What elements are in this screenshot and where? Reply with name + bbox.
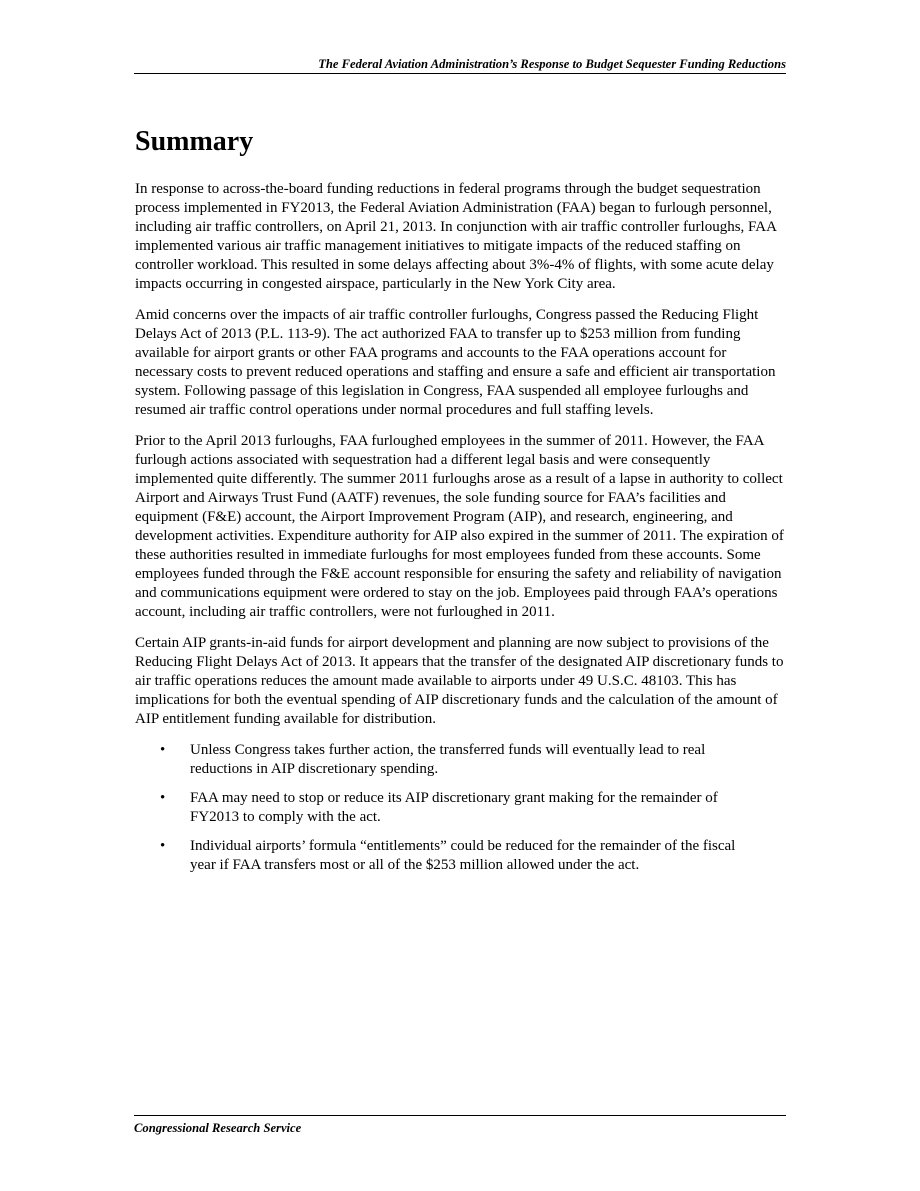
bullet-text: Individual airports’ formula “entitlements” could be reduced for the remainder of the fiscal year if FAA transfers most or all of the $253 million allowed under the act. <box>190 838 736 873</box>
bullet-icon: • <box>160 790 166 806</box>
bullet-text: Unless Congress takes further action, the transferred funds will eventually lead to real reductions in AIP discretionary spending. <box>190 742 706 777</box>
running-header: The Federal Aviation Administration’s Response to Budget Sequester Funding Reductions <box>134 56 786 74</box>
bullet-item <box>135 837 786 875</box>
bullet-item <box>135 741 786 779</box>
bullet-list <box>135 741 786 875</box>
summary-paragraph: In response to across-the-board funding reductions in federal programs through the budget sequestration process implemented in FY2013, the Federal Aviation Administration (FAA) began to furlough personnel, including air traffic controllers, on April 21, 2013. In conjunction with air traffic controller furloughs, FAA implemented various air traffic management initiatives to mitigate impacts of the reduced staffing on controller workload. This resulted in some delays affecting about 3%-4% of flights, with some acute delay impacts occurring in congested airspace, particularly in the New York City area. <box>135 181 777 292</box>
page-body <box>135 124 786 885</box>
running-footer: Congressional Research Service <box>134 1115 786 1136</box>
summary-paragraph: Certain AIP grants-in-aid funds for airport development and planning are now subject to provisions of the Reducing Flight Delays Act of 2013. It appears that the transfer of the designated AIP discretionary funds to air traffic operations reduces the amount made available to airports under 49 U.S.C. 48103. This has implications for both the eventual spending of AIP discretionary funds and the calculation of the amount of AIP entitlement funding available for distribution. <box>135 635 784 727</box>
bullet-icon: • <box>160 838 166 854</box>
bullet-item <box>135 789 786 827</box>
bullet-icon: • <box>160 742 166 758</box>
summary-paragraph: Amid concerns over the impacts of air traffic controller furloughs, Congress passed the Reducing Flight Delays Act of 2013 (P.L. 113-9). The act authorized FAA to transfer up to $253 million from funding available for airport grants or other FAA programs and accounts to the FAA operations account for necessary costs to prevent reduced operations and staffing and ensure a safe and efficient air transportation system. Following passage of this legislation in Congress, FAA suspended all employee furloughs and resumed air traffic control operations under normal procedures and full staffing levels. <box>135 307 776 418</box>
page-title: Summary <box>135 126 254 157</box>
bullet-text: FAA may need to stop or reduce its AIP discretionary grant making for the remainder of FY2013 to comply with the act. <box>190 790 718 825</box>
summary-paragraph: Prior to the April 2013 furloughs, FAA furloughed employees in the summer of 2011. However, the FAA furlough actions associated with sequestration had a different legal basis and were consequently implemented quite differently. The summer 2011 furloughs arose as a result of a lapse in authority to collect Airport and Airways Trust Fund (AATF) revenues, the sole funding source for FAA’s facilities and equipment (F&E) account, the Airport Improvement Program (AIP), and research, engineering, and development activities. Expenditure authority for AIP also expired in the summer of 2011. The expiration of these authorities resulted in immediate furloughs for most employees funded from these accounts. Some employees funded through the F&E account responsible for ensuring the safety and reliability of navigation and communications equipment were ordered to stay on the job. Employees paid through FAA’s operations account, including air traffic controllers, were not furloughed in 2011. <box>135 433 784 620</box>
